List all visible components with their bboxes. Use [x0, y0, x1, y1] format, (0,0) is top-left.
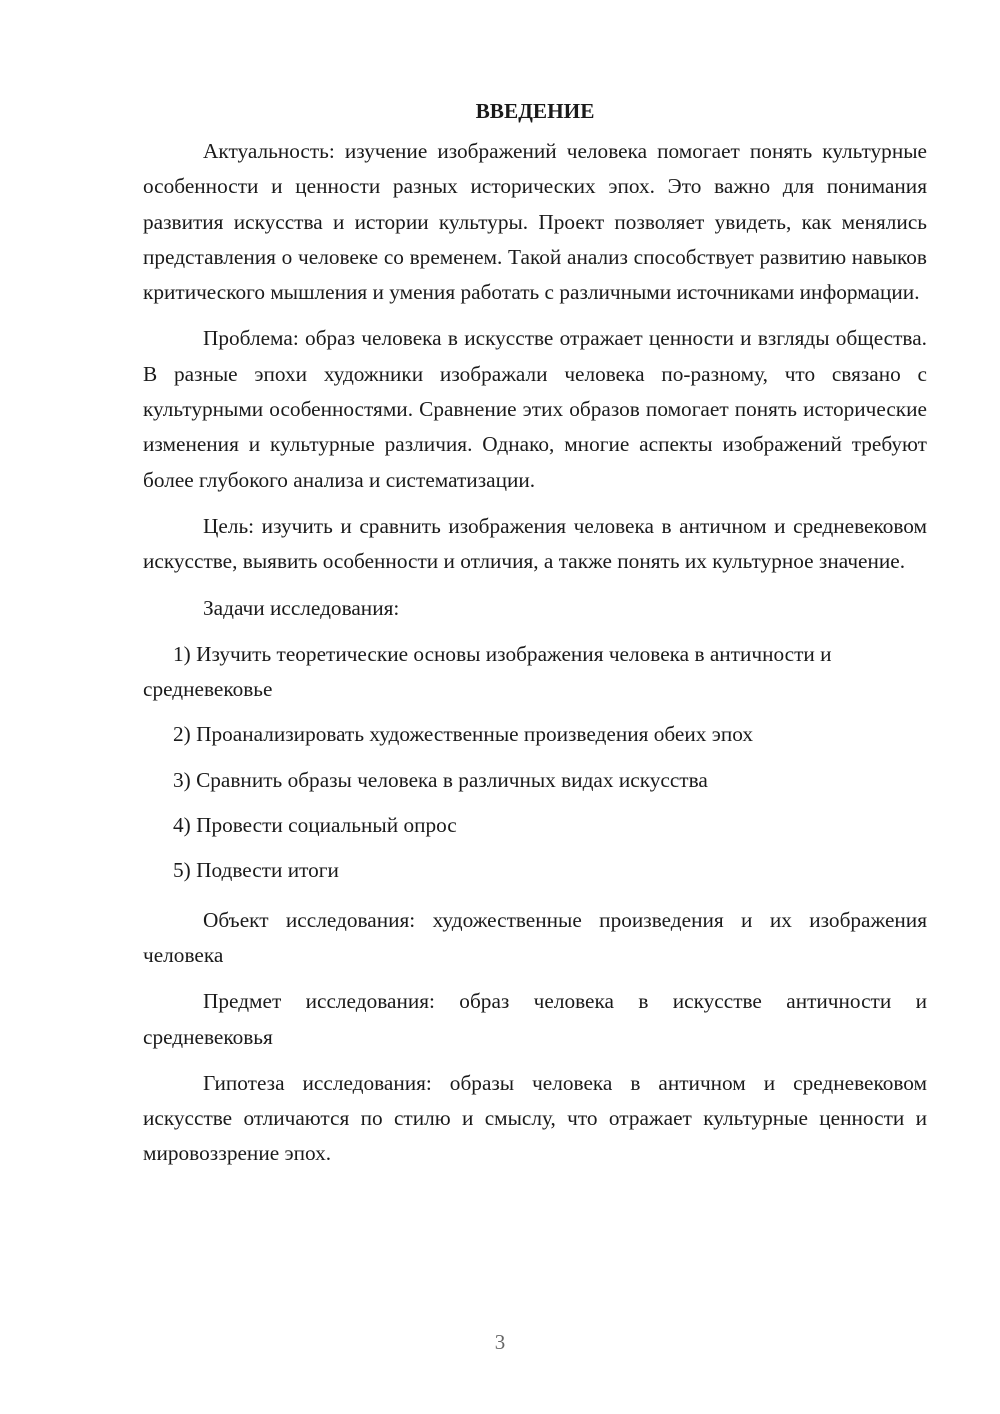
tasks-heading: Задачи исследования:: [203, 595, 400, 620]
paragraph-hypothesis: Гипотеза исследования: образы человека в античном и средневековом искусстве отличаются по стилю и смыслу, что отражает культурные ценности и мировоззрение эпох.: [143, 1070, 927, 1166]
paragraph-subject: Предмет исследования: образ человека в искусстве античности и средневековья: [143, 989, 927, 1049]
task-item-5: 5) Подвести итоги: [173, 858, 339, 883]
paragraph-relevance: Актуальность: изучение изображений человека помогает понять культурные особенности и ценности разных исторических эпох. Это важно для понимания развития искусства и истории культуры. Проект позволяет увидеть, как менялись представления о человеке со временем. Такой анализ способствует развитию навыков критического мышления и умения работать с различными источниками информации.: [143, 139, 927, 305]
paragraph-object: Объект исследования: художественные произведения и их изображения человека: [143, 907, 927, 967]
paragraph-goal: Цель: изучить и сравнить изображения человека в античном и средневековом искусстве, выявить особенности и отличия, а также понять их культурное значение.: [143, 513, 927, 574]
page-number: 3: [494, 1330, 506, 1354]
task-item-4: 4) Провести социальный опрос: [173, 813, 457, 838]
task-item-3: 3) Сравнить образы человека в различных видах искусства: [173, 767, 708, 792]
task-item-1: 1) Изучить теоретические основы изображения человека в античности и средневековье: [143, 641, 832, 702]
paragraph-problem: Проблема: образ человека в искусстве отражает ценности и взгляды общества. В разные эпохи художники изображали человека по-разному, что связано с культурными особенностями. Сравнение этих образов помогает понять исторические изменения и культурные различия. Однако, многие аспекты изображений требуют более глубокого анализа и систематизации.: [143, 326, 927, 492]
document-page: [143, 92, 927, 1183]
task-item-2: 2) Проанализировать художественные произведения обеих эпох: [173, 722, 754, 747]
page-title: ВВЕДЕНИЕ: [475, 99, 595, 123]
